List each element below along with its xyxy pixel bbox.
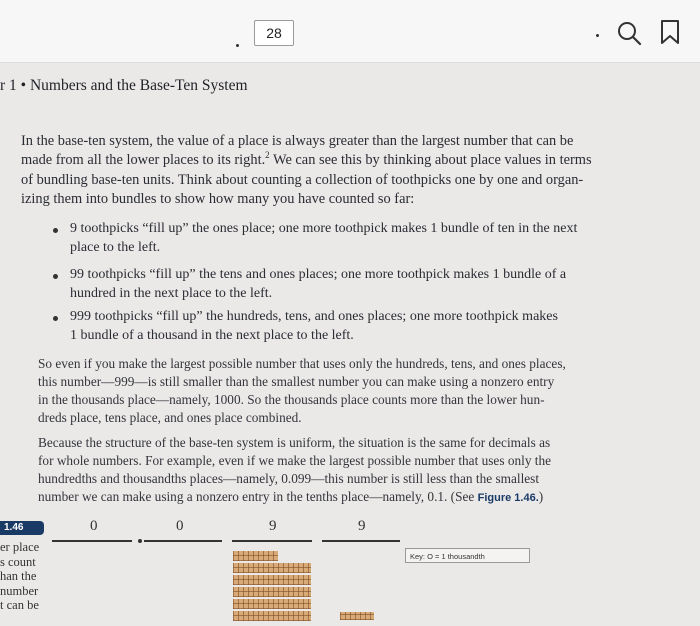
- body-paragraph: [38, 434, 660, 507]
- page-number-field[interactable]: 28: [254, 20, 294, 46]
- text-line: izing them into bundles to show how many you have counted so far:: [21, 190, 415, 207]
- thousandths-grid: [233, 563, 311, 573]
- text-span: number we can make using a nonzero entry in the tenths place—namely, 0.1. (See: [38, 489, 478, 504]
- text-line: place to the left.: [70, 240, 161, 255]
- text-line: this number—999—is still smaller than the smallest number you can make using a nonzero entry: [38, 374, 555, 389]
- caption-line: number: [0, 583, 39, 598]
- bullet-item: [70, 307, 670, 345]
- body-paragraph: [21, 132, 671, 209]
- text-line: hundred in the next place to the left.: [70, 286, 273, 301]
- text-line: So even if you make the largest possible number that uses only the hundreds, tens, and ones places,: [38, 356, 566, 371]
- thousandths-grid: [233, 599, 311, 609]
- text-line: 99 toothpicks “fill up” the tens and ones places; one more toothpick makes 1 bundle of a: [70, 267, 567, 282]
- reader-toolbar: [0, 0, 700, 63]
- caption-line: t can be: [0, 598, 39, 613]
- figure-key: Key: O = 1 thousandth: [405, 548, 530, 563]
- figure-label: 1.46: [0, 521, 44, 535]
- place-line: [232, 540, 312, 542]
- caption-line: er place: [0, 540, 40, 554]
- text-line: 9 toothpicks “fill up” the ones place; one more toothpick makes 1 bundle of ten in the next: [70, 221, 578, 236]
- text-line: [21, 151, 671, 170]
- thousandths-grid: [340, 612, 374, 620]
- text-line: for whole numbers. For example, even if we make the largest possible number that uses only the: [38, 453, 552, 468]
- text-line: in the thousands place—namely, 1000. So the thousands place counts more than the lower hun-: [38, 392, 545, 407]
- place-digit: 0: [176, 518, 184, 534]
- place-digit: 9: [358, 518, 366, 534]
- place-digit: 0: [90, 518, 98, 534]
- text-line: of bundling base-ten units. Think about counting a collection of toothpicks one by one and organ-: [21, 171, 584, 188]
- bullet-item: [70, 219, 670, 257]
- search-icon[interactable]: [616, 20, 642, 46]
- footnote-marker[interactable]: 2: [265, 150, 270, 161]
- text-line: 999 toothpicks “fill up” the hundreds, tens, and ones places; one more toothpick makes: [70, 309, 558, 324]
- thousandths-grid: [233, 551, 278, 561]
- text-line: Because the structure of the base-ten system is uniform, the situation is the same for decimals as: [38, 435, 551, 450]
- text-line: In the base-ten system, the value of a place is always greater than the largest number that can be: [21, 133, 574, 149]
- bullet-item: [70, 265, 670, 303]
- place-line: [322, 540, 400, 542]
- caption-line: s count: [0, 554, 36, 569]
- place-line: [52, 540, 132, 542]
- bookmark-icon[interactable]: [659, 19, 681, 45]
- caption-line: han the: [0, 569, 37, 584]
- figure-link[interactable]: Figure 1.46.: [477, 492, 539, 504]
- bullet-dot: [53, 316, 58, 321]
- place-digit: 9: [269, 518, 277, 534]
- text-span: ): [538, 489, 544, 504]
- bullet-dot: [53, 274, 58, 279]
- bullet-dot: [53, 228, 58, 233]
- decimal-point: [138, 539, 142, 543]
- thousandths-grid: [233, 575, 311, 585]
- thousandths-grid: [233, 587, 311, 597]
- text-line: dreds place, tens place, and ones place combined.: [38, 410, 302, 425]
- place-line: [144, 540, 222, 542]
- text-span: We can see this by thinking about place values in terms: [269, 152, 592, 169]
- toolbar-dot: [596, 34, 599, 37]
- text-span: made from all the lower places to its right.: [21, 152, 266, 169]
- figure-caption: [0, 540, 39, 613]
- text-line: hundredths and thousandths places—namely, 0.099—this number is still less than the smallest: [38, 471, 540, 486]
- toolbar-dot: [236, 44, 239, 47]
- text-line: [38, 488, 660, 507]
- text-line: 1 bundle of a thousand in the next place to the left.: [70, 328, 354, 343]
- thousandths-grid: [233, 611, 311, 621]
- body-paragraph: [38, 355, 660, 427]
- chapter-heading: r 1 • Numbers and the Base-Ten System: [0, 77, 248, 94]
